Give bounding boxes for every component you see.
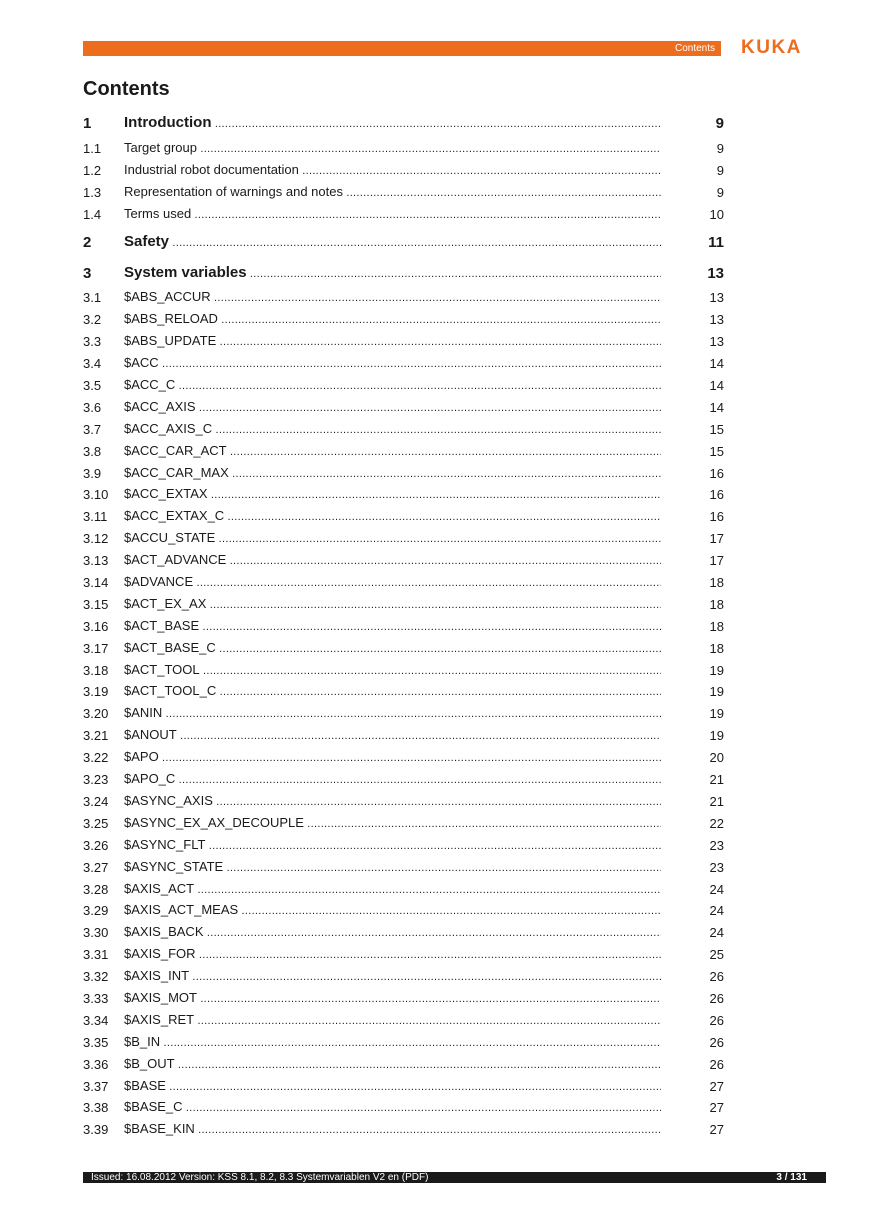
toc-entry[interactable] bbox=[83, 108, 724, 139]
toc-entry[interactable] bbox=[83, 420, 724, 442]
toc-entry[interactable] bbox=[83, 1033, 724, 1055]
toc-entry-number: 1.1 bbox=[83, 140, 102, 156]
toc-entry-title[interactable]: $AXIS_RET ..... bbox=[124, 1012, 661, 1029]
toc-entry-title[interactable]: $ASYNC_FLT ..... bbox=[124, 837, 661, 854]
toc-entry-number: 3.35 bbox=[83, 1034, 109, 1050]
toc-entry-title[interactable]: $ACT_BASE_C ..... bbox=[124, 640, 661, 657]
toc-entry-page: 9 bbox=[716, 140, 724, 156]
toc-entry[interactable] bbox=[83, 139, 724, 161]
toc-entry-number: 3.1 bbox=[83, 290, 102, 306]
toc-entry-title[interactable]: $ACC_CAR_ACT ..... bbox=[124, 443, 661, 460]
toc-entry-title[interactable]: Terms used ..... bbox=[124, 206, 661, 223]
header-section-label: Contents bbox=[674, 43, 715, 54]
toc-entry-page: 14 bbox=[709, 356, 724, 372]
toc-entry-title[interactable]: $BASE_C ..... bbox=[124, 1099, 661, 1116]
footer-issued-text: Issued: 16.08.2012 Version: KSS 8.1, 8.2, 8.3 Systemvariablen V2 en (PDF) bbox=[91, 1172, 429, 1183]
toc-entry-number: 3.16 bbox=[83, 618, 109, 634]
toc-entry[interactable] bbox=[83, 183, 724, 205]
toc-entry-number: 1.3 bbox=[83, 184, 102, 200]
toc-entry-number: 3.2 bbox=[83, 312, 102, 328]
toc-entry-page: 14 bbox=[709, 399, 724, 415]
toc-entry-page: 17 bbox=[709, 531, 724, 547]
toc-entry-page: 26 bbox=[709, 1034, 724, 1050]
toc-entry-title[interactable]: $B_OUT ..... bbox=[124, 1056, 661, 1073]
toc-entry-number: 3.32 bbox=[83, 969, 109, 985]
toc-entry[interactable] bbox=[83, 1120, 724, 1142]
toc-entry-number: 3 bbox=[83, 264, 92, 282]
toc-entry-page: 19 bbox=[709, 662, 724, 678]
toc-entry-title[interactable]: $ACCU_STATE ..... bbox=[124, 530, 661, 547]
toc-entry-page: 18 bbox=[709, 575, 724, 591]
toc-entry[interactable] bbox=[83, 617, 724, 639]
toc-entry[interactable] bbox=[83, 989, 724, 1011]
toc-entry-number: 3.18 bbox=[83, 662, 109, 678]
toc-entry-number: 3.10 bbox=[83, 487, 109, 503]
toc-entry-number: 3.20 bbox=[83, 706, 109, 722]
toc-entry-title[interactable]: $ACC_EXTAX_C ..... bbox=[124, 508, 661, 525]
toc-entry-number: 3.15 bbox=[83, 596, 109, 612]
toc-entry-title[interactable]: Introduction ..... bbox=[124, 115, 661, 132]
toc-entry-page: 27 bbox=[709, 1122, 724, 1138]
toc-entry-page: 21 bbox=[709, 772, 724, 788]
toc-entry-page: 15 bbox=[709, 443, 724, 459]
toc-entry-number: 3.24 bbox=[83, 793, 109, 809]
toc-entry-number: 3.6 bbox=[83, 399, 102, 415]
toc-entry[interactable] bbox=[83, 880, 724, 902]
toc-entry[interactable] bbox=[83, 310, 724, 332]
toc-entry-number: 1 bbox=[83, 115, 92, 132]
toc-entry[interactable] bbox=[83, 902, 724, 924]
toc-entry-number: 3.29 bbox=[83, 903, 109, 919]
toc-entry-number: 3.7 bbox=[83, 421, 102, 437]
toc-entry[interactable] bbox=[83, 683, 724, 705]
toc-entry-title[interactable]: $ABS_RELOAD ..... bbox=[124, 311, 661, 328]
toc-entry-number: 3.8 bbox=[83, 443, 102, 459]
toc-entry[interactable] bbox=[83, 464, 724, 486]
toc-entry-page: 26 bbox=[709, 1056, 724, 1072]
toc-entry-number: 3.30 bbox=[83, 925, 109, 941]
toc-entry-title[interactable]: $AXIS_ACT_MEAS ..... bbox=[124, 902, 661, 919]
toc-entry-title[interactable]: $ADVANCE ..... bbox=[124, 574, 661, 591]
toc-entry-page: 9 bbox=[716, 162, 724, 178]
toc-entry[interactable] bbox=[83, 486, 724, 508]
toc-entry-number: 3.28 bbox=[83, 881, 109, 897]
toc-entry-title[interactable]: $APO ..... bbox=[124, 749, 661, 766]
toc-entry[interactable] bbox=[83, 945, 724, 967]
toc-entry-title[interactable]: $ASYNC_AXIS ..... bbox=[124, 793, 661, 810]
toc-entry-page: 13 bbox=[709, 334, 724, 350]
toc-entry-page: 16 bbox=[709, 487, 724, 503]
toc-entry-title[interactable]: System variables ..... bbox=[124, 265, 661, 282]
toc-entry-page: 9 bbox=[715, 115, 724, 132]
toc-entry-number: 3.21 bbox=[83, 728, 109, 744]
toc-entry[interactable] bbox=[83, 376, 724, 398]
toc-entry-page: 20 bbox=[709, 750, 724, 766]
toc-entry-page: 13 bbox=[709, 312, 724, 328]
toc-entry-page: 18 bbox=[709, 618, 724, 634]
toc-entry[interactable] bbox=[83, 442, 724, 464]
toc-entry[interactable] bbox=[83, 161, 724, 183]
toc-entry-number: 3.9 bbox=[83, 465, 102, 481]
toc-entry[interactable] bbox=[83, 770, 724, 792]
table-of-contents bbox=[83, 108, 724, 1142]
toc-entry[interactable] bbox=[83, 704, 724, 726]
toc-entry-title[interactable]: Safety ..... bbox=[124, 234, 661, 251]
toc-entry-title[interactable]: $ASYNC_STATE ..... bbox=[124, 859, 661, 876]
toc-entry[interactable] bbox=[83, 748, 724, 770]
toc-entry-page: 13 bbox=[709, 290, 724, 306]
toc-entry-title[interactable]: $ACT_EX_AX ..... bbox=[124, 596, 661, 613]
toc-entry-title[interactable]: $BASE ..... bbox=[124, 1078, 661, 1095]
toc-entry-title[interactable]: $B_IN ..... bbox=[124, 1034, 661, 1051]
toc-entry-page: 19 bbox=[709, 706, 724, 722]
toc-entry-number: 3.23 bbox=[83, 772, 109, 788]
toc-entry[interactable] bbox=[83, 205, 724, 227]
toc-entry[interactable] bbox=[83, 923, 724, 945]
toc-entry-page: 23 bbox=[709, 837, 724, 853]
toc-entry-title[interactable]: $ACT_TOOL ..... bbox=[124, 662, 661, 679]
toc-entry-title[interactable]: $ABS_ACCUR ..... bbox=[124, 289, 661, 306]
toc-entry-title[interactable]: $ACC ..... bbox=[124, 355, 661, 372]
toc-entry-number: 3.17 bbox=[83, 640, 109, 656]
toc-entry[interactable] bbox=[83, 354, 724, 376]
toc-entry-page: 19 bbox=[709, 728, 724, 744]
toc-entry[interactable] bbox=[83, 227, 724, 258]
toc-entry-title[interactable]: $ACT_BASE ..... bbox=[124, 618, 661, 635]
toc-entry-number: 3.31 bbox=[83, 947, 109, 963]
toc-entry[interactable] bbox=[83, 398, 724, 420]
toc-entry-page: 24 bbox=[709, 881, 724, 897]
toc-entry-title[interactable]: Target group ..... bbox=[124, 140, 661, 157]
toc-entry-number: 3.5 bbox=[83, 378, 102, 394]
toc-entry-title[interactable]: $BASE_KIN ..... bbox=[124, 1121, 661, 1138]
toc-entry-number: 3.14 bbox=[83, 575, 109, 591]
toc-entry-page: 25 bbox=[709, 947, 724, 963]
toc-entry-page: 9 bbox=[716, 184, 724, 200]
toc-entry-title[interactable]: $ANOUT ..... bbox=[124, 727, 661, 744]
toc-entry-number: 3.26 bbox=[83, 837, 109, 853]
toc-entry[interactable] bbox=[83, 661, 724, 683]
toc-entry-title[interactable]: $APO_C ..... bbox=[124, 771, 661, 788]
toc-entry-title[interactable]: $ACT_TOOL_C ..... bbox=[124, 683, 661, 700]
toc-entry-page: 16 bbox=[709, 509, 724, 525]
toc-entry-title[interactable]: $ASYNC_EX_AX_DECOUPLE ..... bbox=[124, 815, 661, 832]
kuka-logo: KUKA bbox=[741, 37, 802, 58]
toc-entry[interactable] bbox=[83, 726, 724, 748]
toc-entry-page: 18 bbox=[709, 596, 724, 612]
toc-entry-page: 22 bbox=[709, 815, 724, 831]
toc-entry[interactable] bbox=[83, 529, 724, 551]
toc-entry-title[interactable]: $ANIN ..... bbox=[124, 705, 661, 722]
toc-entry-number: 3.33 bbox=[83, 990, 109, 1006]
toc-entry-title[interactable]: $AXIS_MOT ..... bbox=[124, 990, 661, 1007]
toc-entry-title[interactable]: $AXIS_BACK ..... bbox=[124, 924, 661, 941]
toc-entry-page: 11 bbox=[708, 233, 724, 251]
toc-entry[interactable] bbox=[83, 1055, 724, 1077]
toc-entry-title[interactable]: Representation of warnings and notes ..... bbox=[124, 184, 661, 201]
toc-entry[interactable] bbox=[83, 836, 724, 858]
toc-entry[interactable] bbox=[83, 1099, 724, 1121]
toc-entry-page: 24 bbox=[709, 925, 724, 941]
page-title: Contents bbox=[83, 78, 170, 100]
toc-entry-page: 15 bbox=[709, 421, 724, 437]
footer-page-number: 3 / 131 bbox=[776, 1172, 807, 1183]
toc-entry-number: 2 bbox=[83, 233, 92, 251]
toc-entry-number: 3.27 bbox=[83, 859, 109, 875]
toc-entry-page: 17 bbox=[709, 553, 724, 569]
toc-entry-title[interactable]: Industrial robot documentation ..... bbox=[124, 162, 661, 179]
toc-entry-page: 10 bbox=[709, 206, 724, 222]
toc-entry-page: 13 bbox=[707, 264, 724, 282]
toc-entry-number: 3.3 bbox=[83, 334, 102, 350]
toc-entry[interactable] bbox=[83, 258, 724, 289]
toc-entry[interactable] bbox=[83, 858, 724, 880]
toc-entry-page: 27 bbox=[709, 1100, 724, 1116]
toc-entry-title[interactable]: $AXIS_ACT ..... bbox=[124, 881, 661, 898]
toc-entry-title[interactable]: $ABS_UPDATE ..... bbox=[124, 333, 661, 350]
toc-entry-number: 1.4 bbox=[83, 206, 102, 222]
toc-entry-number: 3.25 bbox=[83, 815, 109, 831]
toc-entry-number: 3.11 bbox=[83, 509, 108, 525]
toc-entry[interactable] bbox=[83, 332, 724, 354]
toc-entry-number: 1.2 bbox=[83, 162, 102, 178]
header-bar bbox=[83, 41, 721, 56]
toc-entry[interactable] bbox=[83, 814, 724, 836]
toc-entry-page: 26 bbox=[709, 1012, 724, 1028]
toc-entry-page: 16 bbox=[709, 465, 724, 481]
toc-entry-number: 3.22 bbox=[83, 750, 109, 766]
toc-entry[interactable] bbox=[83, 1077, 724, 1099]
toc-entry[interactable] bbox=[83, 573, 724, 595]
toc-entry-title[interactable]: $ACC_AXIS ..... bbox=[124, 399, 661, 416]
toc-entry[interactable] bbox=[83, 507, 724, 529]
footer-bar bbox=[83, 1172, 826, 1183]
toc-entry-page: 18 bbox=[709, 640, 724, 656]
toc-entry-title[interactable]: $ACC_AXIS_C ..... bbox=[124, 421, 661, 438]
toc-entry-number: 3.37 bbox=[83, 1078, 109, 1094]
toc-entry-title[interactable]: $AXIS_INT ..... bbox=[124, 968, 661, 985]
toc-entry-page: 27 bbox=[709, 1078, 724, 1094]
toc-entry-number: 3.36 bbox=[83, 1056, 109, 1072]
toc-entry[interactable] bbox=[83, 595, 724, 617]
toc-entry-number: 3.19 bbox=[83, 684, 109, 700]
toc-entry-number: 3.38 bbox=[83, 1100, 109, 1116]
toc-entry[interactable] bbox=[83, 792, 724, 814]
toc-entry[interactable] bbox=[83, 289, 724, 311]
toc-entry-title[interactable]: $ACC_EXTAX ..... bbox=[124, 486, 661, 503]
toc-entry-page: 26 bbox=[709, 969, 724, 985]
toc-entry[interactable] bbox=[83, 639, 724, 661]
toc-entry-page: 26 bbox=[709, 990, 724, 1006]
toc-entry-title[interactable]: $AXIS_FOR ..... bbox=[124, 946, 661, 963]
toc-entry-title[interactable]: $ACT_ADVANCE ..... bbox=[124, 552, 661, 569]
toc-entry-page: 21 bbox=[709, 793, 724, 809]
toc-entry-title[interactable]: $ACC_C ..... bbox=[124, 377, 661, 394]
toc-entry-number: 3.4 bbox=[83, 356, 102, 372]
toc-entry-number: 3.39 bbox=[83, 1122, 109, 1138]
toc-entry-page: 23 bbox=[709, 859, 724, 875]
toc-entry-title[interactable]: $ACC_CAR_MAX ..... bbox=[124, 465, 661, 482]
toc-entry-page: 14 bbox=[709, 378, 724, 394]
toc-entry-page: 24 bbox=[709, 903, 724, 919]
toc-entry-number: 3.34 bbox=[83, 1012, 109, 1028]
toc-entry[interactable] bbox=[83, 551, 724, 573]
toc-entry[interactable] bbox=[83, 967, 724, 989]
toc-entry-number: 3.13 bbox=[83, 553, 109, 569]
toc-entry-number: 3.12 bbox=[83, 531, 109, 547]
toc-entry[interactable] bbox=[83, 1011, 724, 1033]
toc-entry-page: 19 bbox=[709, 684, 724, 700]
